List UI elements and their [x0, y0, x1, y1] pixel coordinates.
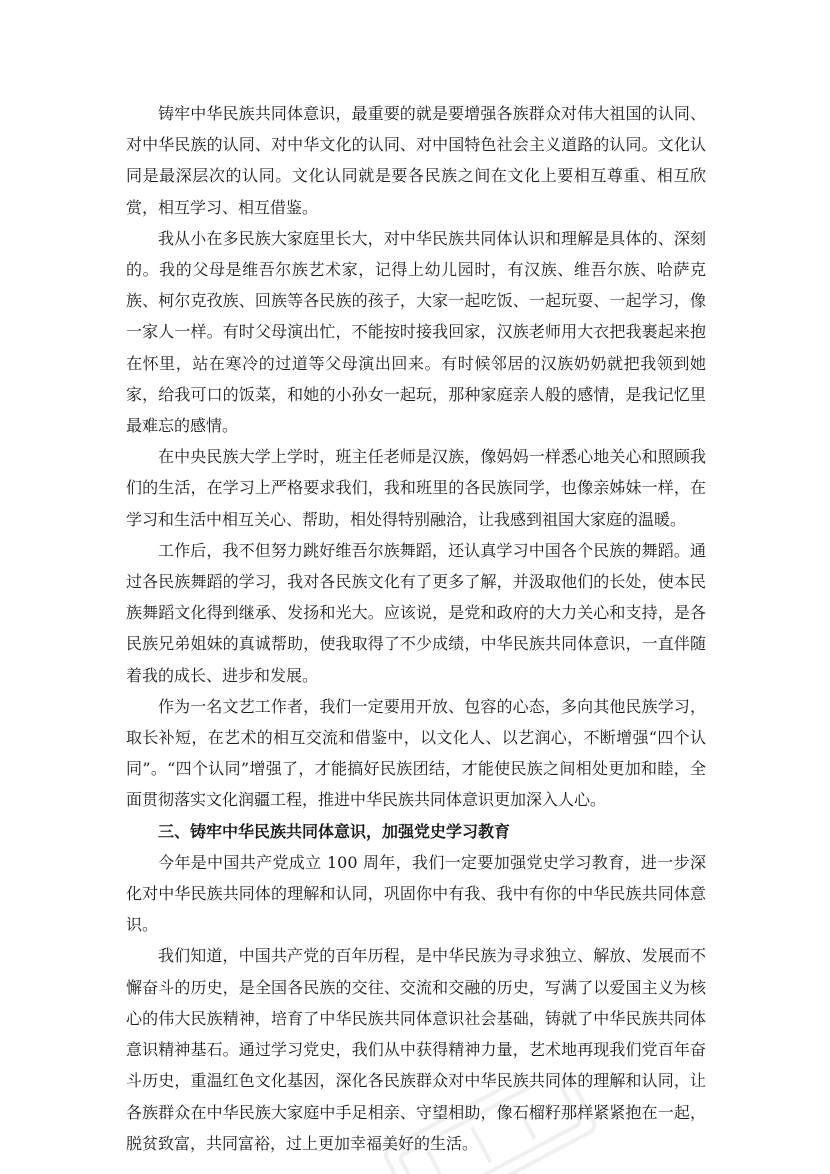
paragraph: 我们知道，中国共产党的百年历程，是中华民族为寻求独立、解放、发展而不懈奋斗的历史，是全国各民族的交往、交流和交融的历史，写满了以爱国主义为核心的伟大民族精神，培育了中华民族共同体意识社会基础，铸就了中华民族共同体意识精神基石。通过学习党史，我们从中获得精神力量，艺术地再现我们党百年奋斗历史，重温红色文化基因，深化各民族群众对中华民族共同体的理解和认同，让各族群众在中华民族大家庭中手足相亲、守望相助，像石榴籽那样紧紧抱在一起，脱贫致富，共同富裕，过上更加幸福美好的生活。 [126, 946, 706, 1153]
paragraph: 在中央民族大学上学时，班主任老师是汉族，像妈妈一样悉心地关心和照顾我们的生活，在学习上严格要求我们，我和班里的各民族同学，也像亲姊妹一样，在学习和生活中相互关心、帮助，相处得特别融洽，让我感到祖国大家庭的温暖。 [126, 447, 706, 529]
paragraph: 工作后，我不但努力跳好维吾尔族舞蹈，还认真学习中国各个民族的舞蹈。通过各民族舞蹈的学习，我对各民族文化有了更多了解，并汲取他们的长处，使本民族舞蹈文化得到继承、发扬和光大。应该说，是党和政府的大力关心和支持，是各民族兄弟姐妹的真诚帮助，使我取得了不少成绩，中华民族共同体意识，一直伴随着我的成长、进步和发展。 [126, 540, 706, 685]
paragraph: 作为一名文艺工作者，我们一定要用开放、包容的心态，多向其他民族学习，取长补短，在艺术的相互交流和借鉴中，以文化人、以艺润心，不断增强“四个认同”。“四个认同”增强了，才能搞好民族团结，才能使民族之间相处更加和睦，全面贯彻落实文化润疆工程，推进中华民族共同体意识更加深入人心。 [126, 696, 706, 810]
section-heading: 三、铸牢中华民族共同体意识，加强党史学习教育 [158, 821, 511, 841]
paragraph: 今年是中国共产党成立 100 周年，我们一定要加强党史学习教育，进一步深化对中华民族共同体的理解和认同，巩固你中有我、我中有你的中华民族共同体意识。 [126, 852, 706, 935]
paragraph: 铸牢中华民族共同体意识，最重要的就是要增强各族群众对伟大祖国的认同、对中华民族的认同、对中华文化的认同、对中国特色社会主义道路的认同。文化认同是最深层次的认同。文化认同就是要各民族之间在文化上要相互尊重、相互欣赏，相互学习、相互借鉴。 [126, 104, 706, 217]
document-body [126, 98, 706, 1159]
paragraph: 我从小在多民族大家庭里长大，对中华民族共同体认识和理解是具体的、深刻的。我的父母是维吾尔族艺术家，记得上幼儿园时，有汉族、维吾尔族、哈萨克族、柯尔克孜族、回族等各民族的孩子，大家一起吃饭、一起玩耍、一起学习，像一家人一样。有时父母演出忙，不能按时接我回家，汉族老师用大衣把我裹起来抱在怀里，站在寒冷的过道等父母演出回来。有时候邻居的汉族奶奶就把我领到她家，给我可口的饭菜，和她的小孙女一起玩，那种家庭亲人般的感情，是我记忆里最难忘的感情。 [126, 228, 706, 436]
